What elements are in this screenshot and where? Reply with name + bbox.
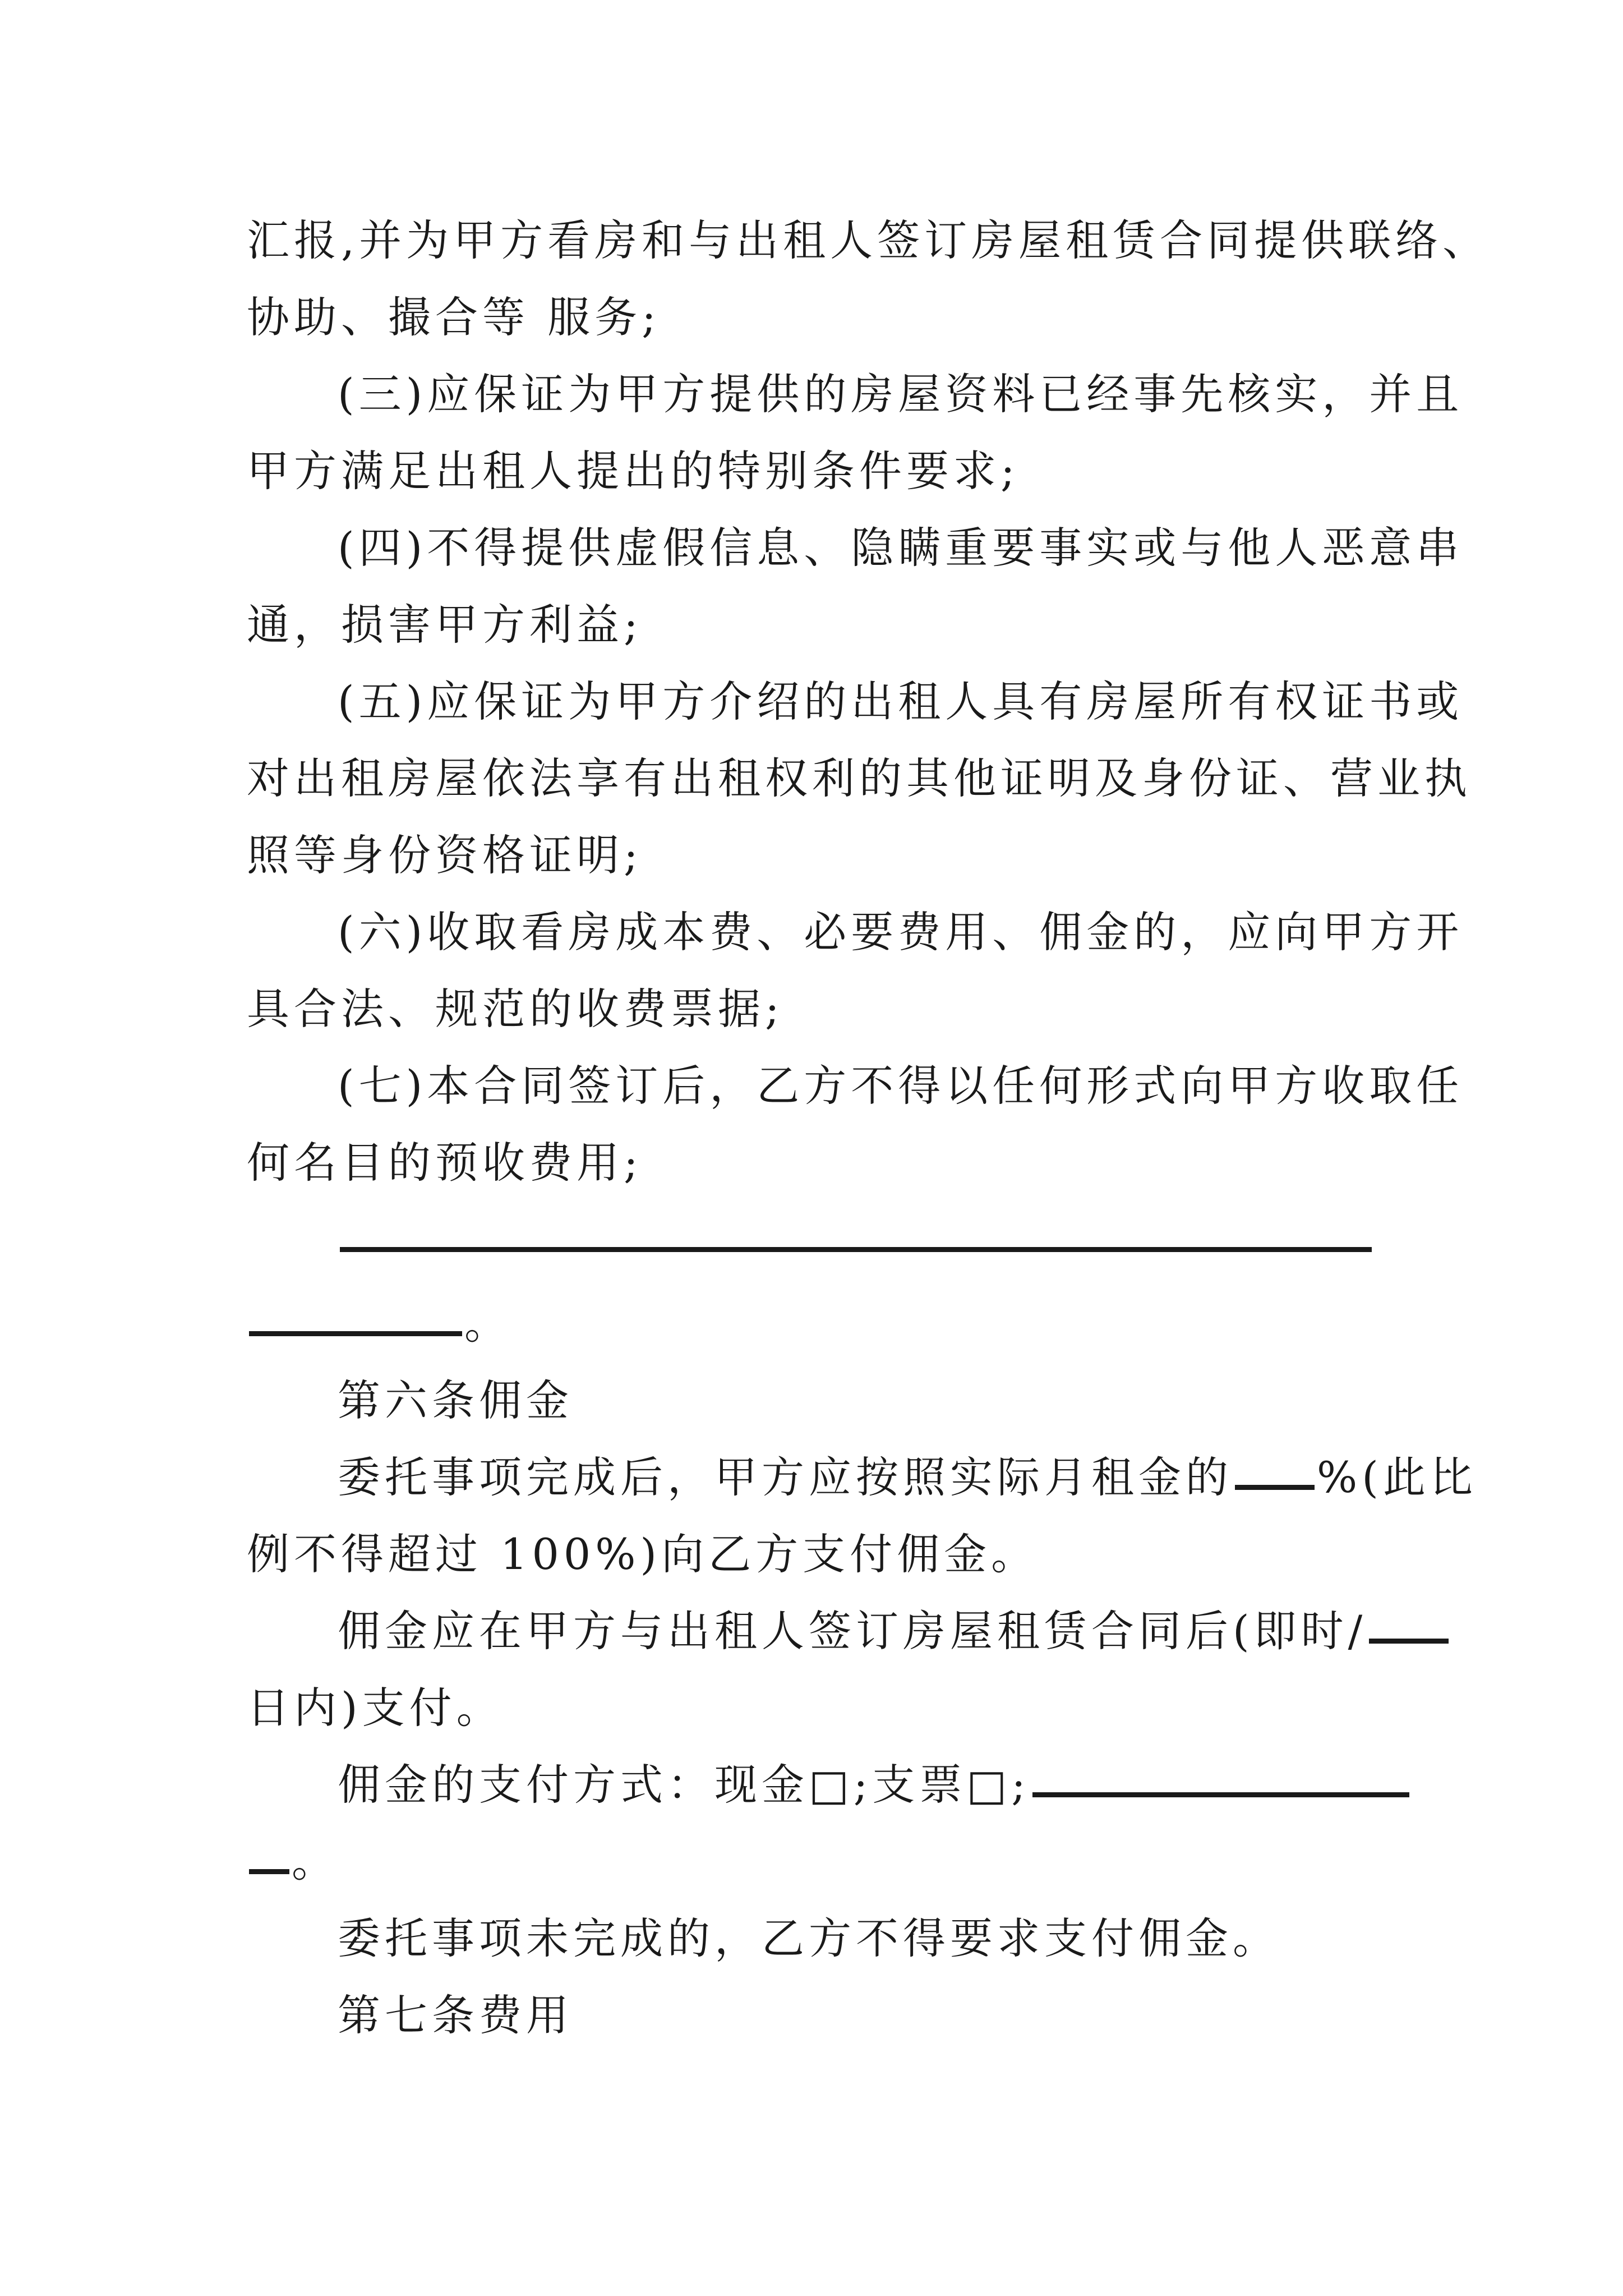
payment-other-blank <box>1032 1792 1409 1797</box>
clause-3: (三)应保证为甲方提供的房屋资料已经事先核实，并且 <box>338 369 1464 419</box>
commission-rate-cont: 例不得超过 100%)向乙方支付佣金。 <box>247 1529 1039 1579</box>
fill-in-line <box>247 1201 1396 1285</box>
commission-rate-suffix: %(此比 <box>1317 1452 1477 1502</box>
fill-in-line-tail <box>247 1285 1396 1362</box>
article-7-title: 第七条费用 <box>338 1990 573 2040</box>
payment-method-cont <box>247 1823 1396 1900</box>
period: 。 <box>464 1299 511 1349</box>
rate-blank <box>1235 1485 1315 1490</box>
days-blank <box>1369 1639 1449 1644</box>
clause-7: (七)本合同签订后，乙方不得以任何形式向甲方收取任 <box>338 1061 1464 1111</box>
period: 。 <box>292 1837 339 1887</box>
payment-method-text: 佣金的支付方式：现金□;支票□; <box>338 1760 1030 1810</box>
payment-method-line <box>247 1746 1396 1823</box>
blank-underline <box>249 1331 462 1336</box>
commission-time-text: 佣金应在甲方与出租人签订房屋租赁合同后(即时/ <box>338 1606 1367 1656</box>
text-line: 协助、撮合等 服务; <box>247 292 661 342</box>
commission-rate-line <box>247 1439 1477 1516</box>
text-line: 通，损害甲方利益; <box>247 600 643 650</box>
clause-4: (四)不得提供虚假信息、隐瞒重要事实或与他人恶意串 <box>338 523 1464 573</box>
text-line: 甲方满足出租人提出的特别条件要求; <box>247 446 1020 496</box>
text-line: 汇报,并为甲方看房和与出租人签订房屋租赁合同提供联络、 <box>247 215 1490 265</box>
text-line: 对出租房屋依法享有出租权利的其他证明及身份证、营业执 <box>247 753 1472 803</box>
commission-unfinished: 委托事项未完成的，乙方不得要求支付佣金。 <box>338 1913 1280 1963</box>
commission-time-cont: 日内)支付。 <box>247 1683 504 1733</box>
blank-underline <box>249 1869 289 1874</box>
clause-6: (六)收取看房成本费、必要费用、佣金的，应向甲方开 <box>338 907 1464 957</box>
commission-time-line <box>247 1593 1396 1669</box>
text-line: 何名目的预收费用; <box>247 1138 643 1188</box>
article-6-title: 第六条佣金 <box>338 1375 573 1425</box>
text-line: 具合法、规范的收费票据; <box>247 984 784 1034</box>
blank-underline <box>340 1247 1372 1252</box>
commission-rate-text: 委托事项完成后，甲方应按照实际月租金的 <box>338 1452 1233 1502</box>
text-line: 照等身份资格证明; <box>247 830 643 880</box>
contract-text <box>247 202 1490 2054</box>
clause-5: (五)应保证为甲方介绍的出租人具有房屋所有权证书或 <box>338 677 1464 726</box>
